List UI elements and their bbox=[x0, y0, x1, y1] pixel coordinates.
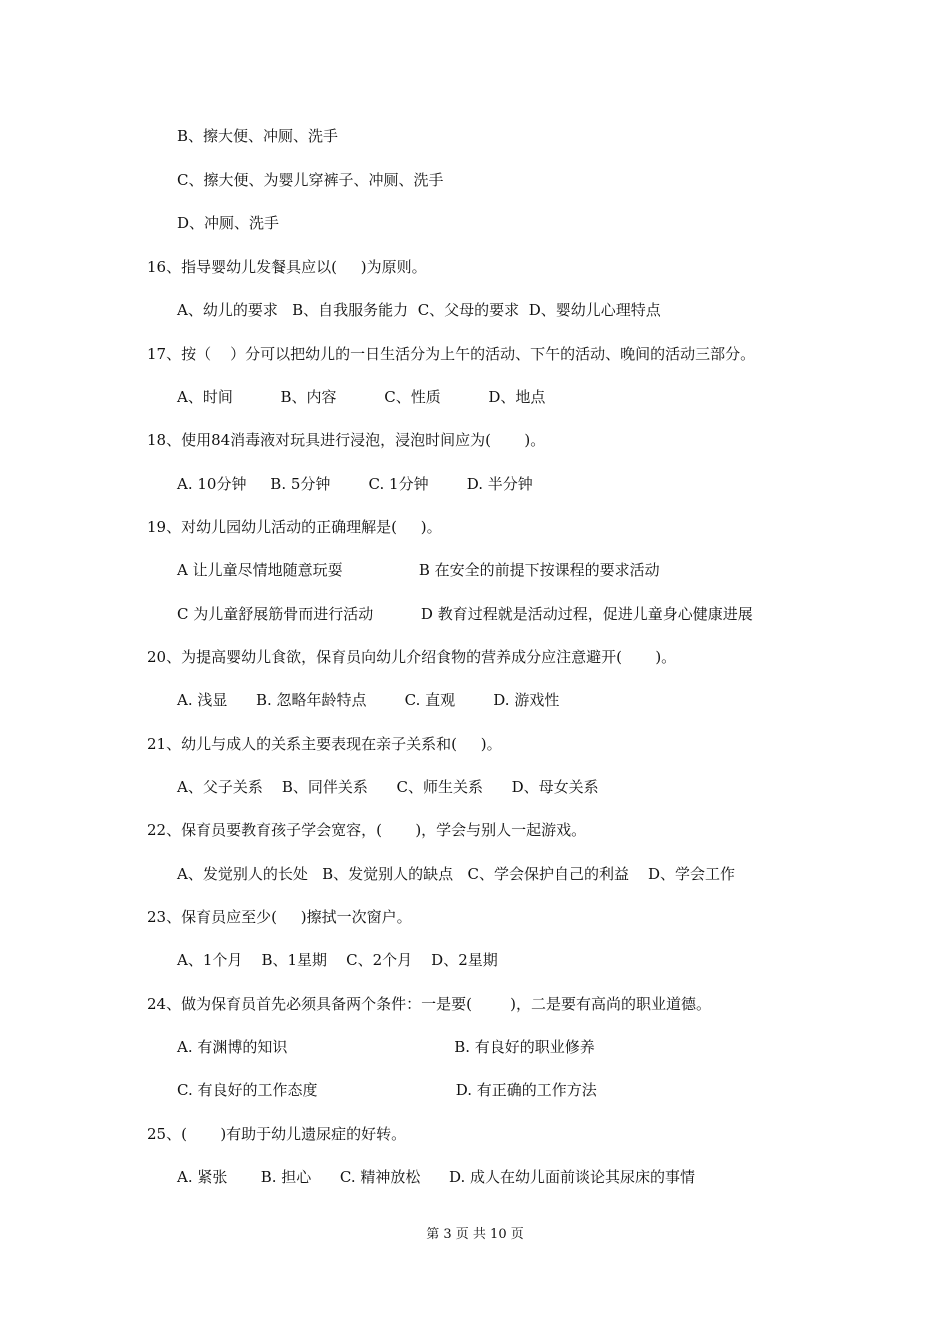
options-22: A、发觉别人的长处 B、发觉别人的缺点 C、学会保护自己的利益 D、学会工作 bbox=[177, 865, 736, 883]
option-line: C、擦大便、为婴儿穿裤子、冲厕、洗手 bbox=[177, 171, 444, 189]
options-24-row2: C. 有良好的工作态度 D. 有正确的工作方法 bbox=[177, 1081, 597, 1099]
option-line: B、擦大便、冲厕、洗手 bbox=[177, 127, 339, 145]
question-25: 25、( )有助于幼儿遗尿症的好转。 bbox=[147, 1125, 407, 1143]
option-line: D、冲厕、洗手 bbox=[177, 214, 280, 232]
options-16: A、幼儿的要求 B、自我服务能力 C、父母的要求 D、婴幼儿心理特点 bbox=[177, 301, 661, 319]
options-21: A、父子关系 B、同伴关系 C、师生关系 D、母女关系 bbox=[177, 778, 599, 796]
options-17: A、时间 B、内容 C、性质 D、地点 bbox=[177, 388, 546, 406]
question-20: 20、为提高婴幼儿食欲，保育员向幼儿介绍食物的营养成分应注意避开( )。 bbox=[147, 648, 677, 666]
question-16: 16、指导婴幼儿发餐具应以( )为原则。 bbox=[147, 258, 427, 276]
options-18: A. 10分钟 B. 5分钟 C. 1分钟 D. 半分钟 bbox=[177, 475, 533, 493]
question-22: 22、保育员要教育孩子学会宽容，( )，学会与别人一起游戏。 bbox=[147, 821, 587, 839]
options-19-row2: C 为儿童舒展筋骨而进行活动 D 教育过程就是活动过程，促进儿童身心健康进展 bbox=[177, 605, 753, 623]
question-18: 18、使用84消毒液对玩具进行浸泡，浸泡时间应为( )。 bbox=[147, 431, 546, 449]
options-25: A. 紧张 B. 担心 C. 精神放松 D. 成人在幼儿面前谈论其尿床的事情 bbox=[177, 1168, 696, 1186]
question-19: 19、对幼儿园幼儿活动的正确理解是( )。 bbox=[147, 518, 442, 536]
page-number: 第 3 页 共 10 页 bbox=[426, 1227, 524, 1242]
options-19-row1: A 让儿童尽情地随意玩耍 B 在安全的前提下按课程的要求活动 bbox=[177, 561, 660, 579]
question-17: 17、按（ ）分可以把幼儿的一日生活分为上午的活动、下午的活动、晚间的活动三部分。 bbox=[147, 345, 756, 363]
question-21: 21、幼儿与成人的关系主要表现在亲子关系和( )。 bbox=[147, 735, 502, 753]
question-24: 24、做为保育员首先必须具备两个条件：一是要( )，二是要有高尚的职业道德。 bbox=[147, 995, 711, 1013]
options-24-row1: A. 有渊博的知识 B. 有良好的职业修养 bbox=[177, 1038, 595, 1056]
options-23: A、1个月 B、1星期 C、2个月 D、2星期 bbox=[177, 951, 498, 969]
question-23: 23、保育员应至少( )擦拭一次窗户。 bbox=[147, 908, 412, 926]
options-20: A. 浅显 B. 忽略年龄特点 C. 直观 D. 游戏性 bbox=[177, 691, 560, 709]
